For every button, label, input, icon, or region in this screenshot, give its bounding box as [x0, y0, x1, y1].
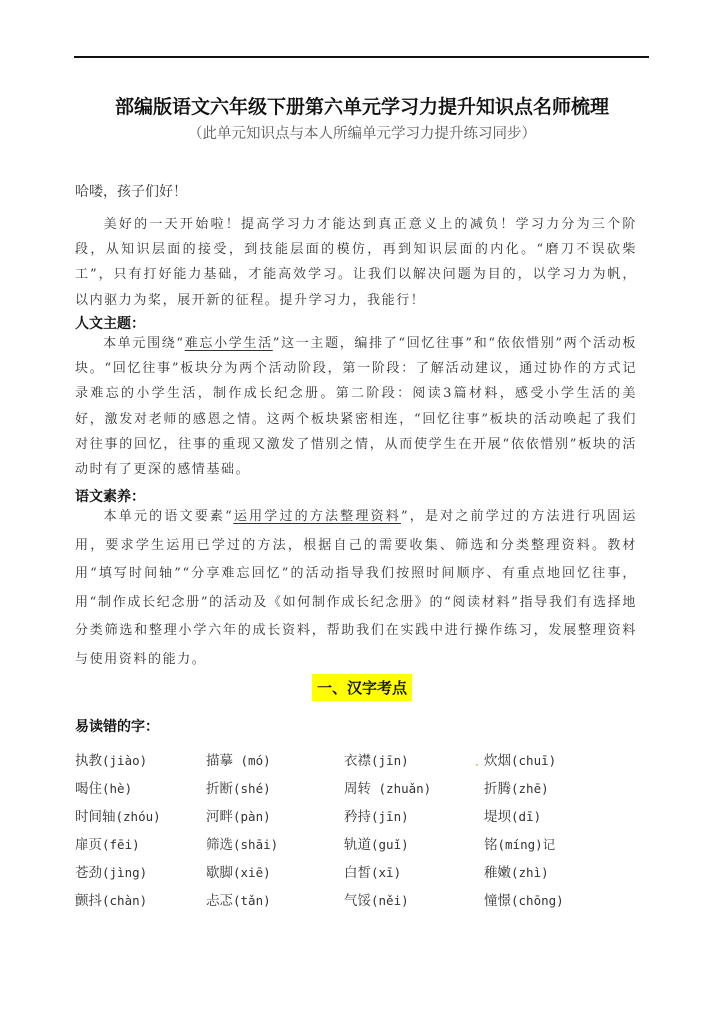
word-item: 时间轴(zhóu)	[75, 809, 161, 825]
stray-mark	[476, 764, 478, 766]
word-item: 堤坝(dī)	[484, 809, 542, 825]
word-item: 喝住(hè)	[75, 781, 133, 797]
document-subtitle: （此单元知识点与本人所编单元学习力提升练习同步）	[188, 126, 536, 142]
literacy-text-a: 本单元的语文要素“	[103, 509, 234, 524]
word-item: 忐忑(tǎn)	[206, 893, 271, 909]
word-list-heading: 易读错的字：	[75, 719, 159, 735]
word-item: 颤抖(chàn)	[75, 893, 148, 909]
document-title: 部编版语文六年级下册第六单元学习力提升知识点名师梳理	[114, 96, 609, 118]
theme-text-a: 本单元围绕“	[103, 336, 185, 351]
word-item: 周转 (zhuǎn)	[344, 781, 432, 797]
header-rule	[74, 56, 649, 58]
word-item: 扉页(fēi)	[75, 837, 140, 853]
word-item: 描摹 (mó)	[206, 753, 271, 769]
word-item: 歇脚(xiē)	[206, 865, 271, 881]
word-item: 铭(míng)记	[484, 837, 556, 853]
word-item: 气馁(něi)	[344, 893, 409, 909]
word-item: 衣襟(jīn)	[344, 753, 409, 769]
section-heading-literacy: 语文素养：	[75, 489, 145, 505]
chapter-title-wrap	[0, 674, 724, 701]
word-item: 憧憬(chōng)	[484, 893, 564, 909]
word-item: 筛选(shāi)	[206, 837, 279, 853]
intro-text: 美好的一天开始啦！提高学习力才能达到真正意义上的减负！学习力分为三个阶段，从知识层面的接受，到技能层面的模仿，再到知识层面的内化。“磨刀不误砍柴工”，只有打好能力基础，才能高效学习。让我们以解决问题为目的，以学习力为帆，以内驱力为桨，展开新的征程。提升学习力，我能行！	[75, 217, 637, 308]
theme-paragraph	[75, 331, 637, 482]
word-item: 折腾(zhē)	[484, 781, 549, 797]
literacy-text-b: ”，是对之前学过的方法进行巩固运用，要求学生运用已学过的方法，根据自己的需要收集、筛选和分类整理资料。教材用“填写时间轴”“分享难忘回忆”的活动指导我们按照时间顺序、有重点地回忆往事，用“制作成长纪念册”的活动及《如何制作成长纪念册》的“阅读材料”指导我们有选择地分类筛选和整理小学六年的成长资料，帮助我们在实践中进行操作练习，发展整理资料与使用资料的能力。	[75, 509, 638, 667]
word-item: 轨道(guǐ)	[344, 837, 409, 853]
literacy-keyword: 运用学过的方法整理资料	[233, 509, 401, 524]
theme-text-b: ”这一主题，编排了“回忆往事”和“依依惜别”两个活动板块。“回忆往事”板块分为两个活动阶段，第一阶段：了解活动建议，通过协作的方式记录难忘的小学生活，制作成长纪念册。第二阶段：阅读3篇材料，感受小学生活的美好，激发对老师的感恩之情。这两个板块紧密相连，“回忆往事”板块的活动唤起了我们对往事的回忆，往事的重现又激发了惜别之情，从而使学生在开展“依依惜别”板块的活动时有了更深的感情基础。	[75, 336, 637, 478]
chapter-title: 一、汉字考点	[312, 674, 412, 701]
word-item: 折断(shé)	[206, 781, 271, 797]
intro-paragraph	[75, 212, 637, 313]
literacy-paragraph	[75, 503, 637, 674]
greeting: 哈喽，孩子们好！	[75, 184, 187, 200]
word-item: 炊烟(chuī)	[484, 753, 557, 769]
word-item: 河畔(pàn)	[206, 809, 271, 825]
section-heading-theme: 人文主题：	[75, 316, 145, 332]
theme-keyword: 难忘小学生活	[184, 336, 273, 351]
word-item: 矜持(jīn)	[344, 809, 409, 825]
word-item: 白皙(xī)	[344, 865, 402, 881]
word-item: 执教(jiào)	[75, 753, 148, 769]
word-item: 苍劲(jìng)	[75, 865, 148, 881]
word-item: 稚嫩(zhì)	[484, 865, 549, 881]
